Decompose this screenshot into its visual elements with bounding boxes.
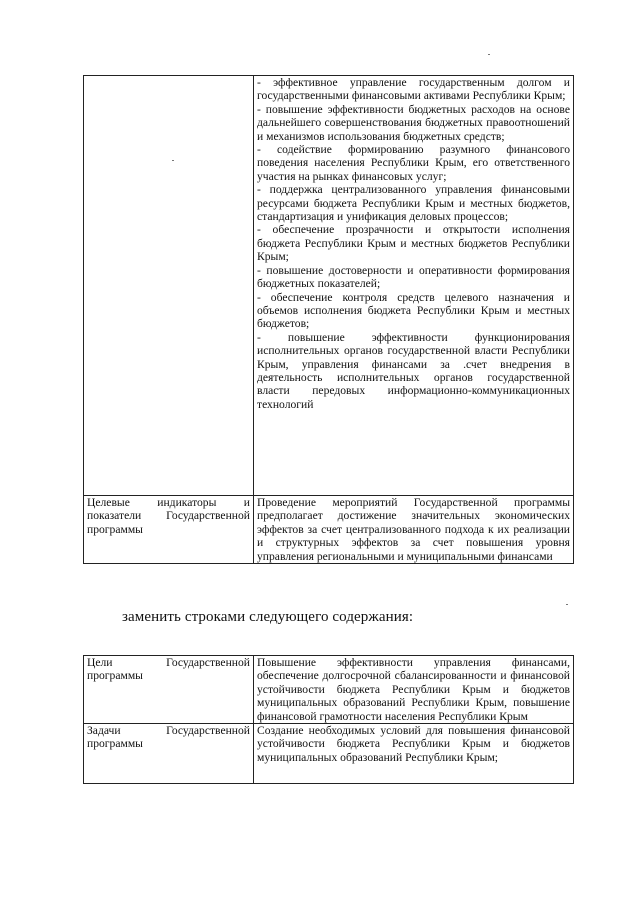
task-item: - поддержка централизованного управления финансовыми ресурсами бюджета Республики Крым и местных бюджетов, стандартизация и унификация деловых процессов; (257, 183, 570, 224)
task-item: - повышение достоверности и оперативности формирования бюджетных показателей; (257, 263, 570, 291)
task-item: - содействие формированию разумного финансового поведения населения Республики Крым, его ответственного участия на рынках финансовых услуг; (257, 143, 570, 183)
task-item: - обеспечение контроля средств целевого назначения и объемов исполнения бюджета Республики Крым и местных бюджетов; (257, 290, 570, 331)
table-new-rows (83, 655, 574, 784)
row-content (254, 496, 574, 564)
row-text: Повышение эффективности управления финансами, обеспечение долгосрочной сбалансированности и финансовой устойчивости бюджета Республики Крым и бюджетов муниципальных образований Республики Крым, повышение финансовой грамотности населения Республики Крым (257, 656, 570, 723)
row-label (84, 76, 254, 496)
row-label: Задачи Государственной программы (84, 724, 254, 784)
table-row-goals (84, 656, 574, 724)
task-item: - обеспечение прозрачности и открытости исполнения бюджета Республики Крым и местных бюджетов Республики Крым; (257, 223, 570, 264)
row-content (254, 76, 574, 496)
row-content (254, 656, 574, 724)
scan-speck (488, 54, 490, 55)
row-text: Проведение мероприятий Государственной программы предполагает достижение значительных экономических эффектов за счет централизованного подхода к их реализации и структурных эффектов за счет повышения уровня управления региональными и муниципальными финансами (257, 496, 570, 563)
table-row-tasks-continued (84, 76, 574, 496)
scan-speck (172, 160, 174, 161)
task-item: - эффективное управление государственным долгом и государственными финансовыми активами Республики Крым; (257, 76, 570, 103)
task-item: - повышение эффективности бюджетных расходов на основе дальнейшего совершенствования бюджетных правоотношений и механизмов использования бюджетных средств; (257, 102, 570, 143)
task-item: - повышение эффективности функционирования исполнительных органов государственной власти Республики Крым, управления финансами за .счет внедрения в деятельность исполнительных органов государственной власти передовых информационно-коммуникационных технологий (257, 330, 570, 411)
scan-speck (566, 604, 568, 605)
table-row-indicators (84, 496, 574, 564)
table-previous-rows (83, 75, 574, 564)
row-label: Цели Государственной программы (84, 656, 254, 724)
row-content (254, 724, 574, 784)
row-text: Создание необходимых условий для повышения финансовой устойчивости бюджета Республики Крым и бюджетов муниципальных образований Республики Крым; (257, 724, 570, 764)
replacement-caption: заменить строками следующего содержания: (122, 609, 414, 625)
row-label: Целевые индикаторы и показатели Государственной программы (84, 496, 254, 564)
table-row-tasks (84, 724, 574, 784)
